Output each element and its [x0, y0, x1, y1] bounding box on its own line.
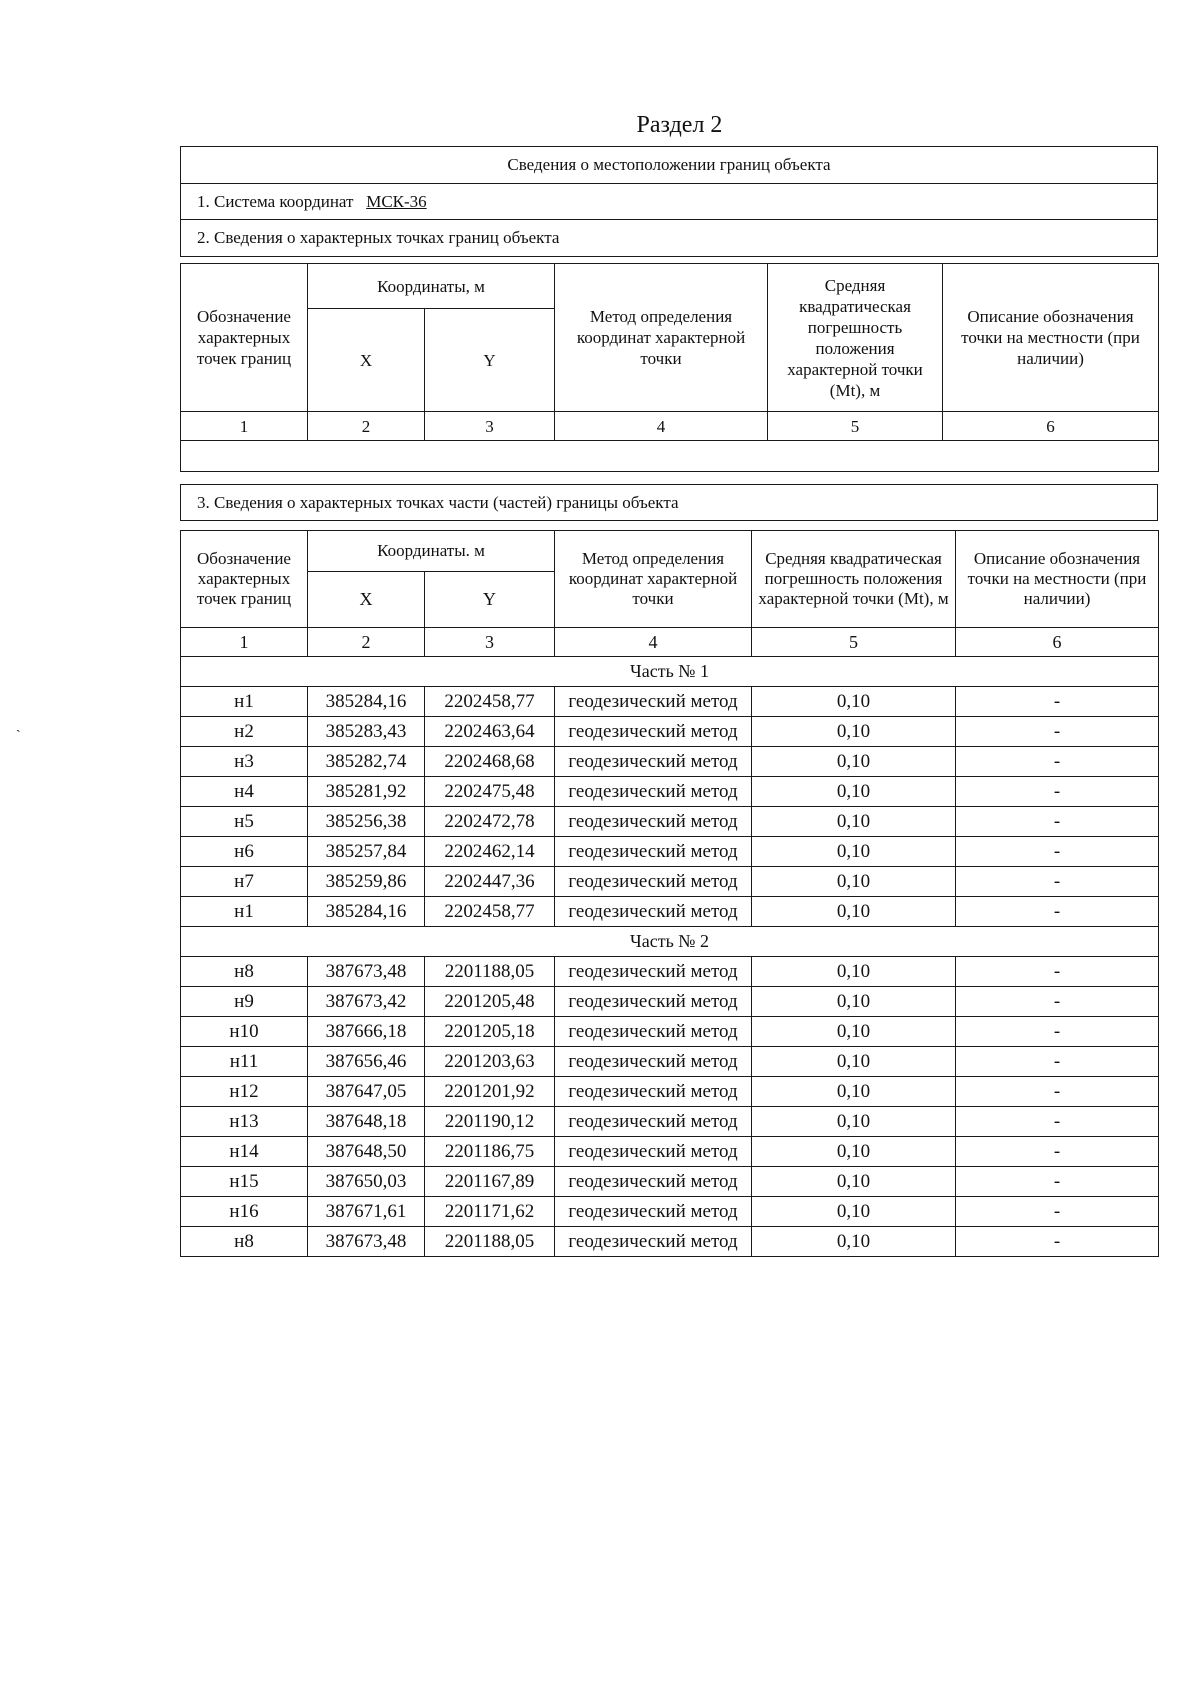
- point-name-cell: н4: [181, 777, 308, 807]
- part-title: Часть № 2: [181, 927, 1159, 957]
- table-row: [181, 897, 1159, 927]
- point-name-cell: н10: [181, 1017, 308, 1047]
- method-cell: геодезический метод: [555, 777, 752, 807]
- header-point-designation: Обозначение характерных точек границ: [181, 264, 308, 412]
- method-cell: геодезический метод: [555, 747, 752, 777]
- description-cell: -: [956, 807, 1159, 837]
- point-name-cell: н15: [181, 1167, 308, 1197]
- method-cell: геодезический метод: [555, 837, 752, 867]
- point-name-cell: н3: [181, 747, 308, 777]
- point-name-cell: н6: [181, 837, 308, 867]
- description-cell: -: [956, 1047, 1159, 1077]
- header-method: Метод определения координат характерной точки: [555, 531, 752, 628]
- point-name-cell: н14: [181, 1137, 308, 1167]
- table-row: [181, 687, 1159, 717]
- table-row: [181, 777, 1159, 807]
- description-cell: -: [956, 1167, 1159, 1197]
- error-value-cell: 0,10: [752, 1167, 956, 1197]
- coord-x-cell: 387650,03: [308, 1167, 425, 1197]
- method-cell: геодезический метод: [555, 1077, 752, 1107]
- header-x: X: [308, 309, 425, 412]
- column-number: 1: [181, 412, 308, 441]
- table-row: [181, 807, 1159, 837]
- error-value-cell: 0,10: [752, 837, 956, 867]
- boundary-points-table: [180, 263, 1159, 472]
- table-row: [181, 837, 1159, 867]
- point-name-cell: н7: [181, 867, 308, 897]
- point-name-cell: н12: [181, 1077, 308, 1107]
- point-name-cell: н5: [181, 807, 308, 837]
- object-info-table: [180, 146, 1158, 257]
- coord-x-cell: 385282,74: [308, 747, 425, 777]
- header-coordinates: Координаты. м: [308, 531, 555, 572]
- error-value-cell: 0,10: [752, 1077, 956, 1107]
- column-number: 2: [308, 412, 425, 441]
- coord-x-cell: 385257,84: [308, 837, 425, 867]
- coord-y-cell: 2202475,48: [425, 777, 555, 807]
- description-cell: -: [956, 897, 1159, 927]
- error-value-cell: 0,10: [752, 687, 956, 717]
- method-cell: геодезический метод: [555, 1137, 752, 1167]
- description-cell: -: [956, 1197, 1159, 1227]
- coord-y-cell: 2201186,75: [425, 1137, 555, 1167]
- coord-y-cell: 2202458,77: [425, 897, 555, 927]
- description-cell: -: [956, 1227, 1159, 1257]
- table-row: [181, 1047, 1159, 1077]
- error-value-cell: 0,10: [752, 1197, 956, 1227]
- coord-x-cell: 385284,16: [308, 687, 425, 717]
- coord-y-cell: 2201201,92: [425, 1077, 555, 1107]
- method-cell: геодезический метод: [555, 1107, 752, 1137]
- coord-x-cell: 385284,16: [308, 897, 425, 927]
- method-cell: геодезический метод: [555, 1227, 752, 1257]
- error-value-cell: 0,10: [752, 897, 956, 927]
- header-description: Описание обозначения точки на местности (при наличии): [943, 264, 1159, 412]
- description-cell: -: [956, 687, 1159, 717]
- description-cell: -: [956, 1017, 1159, 1047]
- part-points-table: [180, 530, 1159, 1257]
- error-value-cell: 0,10: [752, 1047, 956, 1077]
- table-row: [181, 717, 1159, 747]
- point-name-cell: н8: [181, 1227, 308, 1257]
- coord-y-cell: 2202468,68: [425, 747, 555, 777]
- column-number: 4: [555, 412, 768, 441]
- point-name-cell: н13: [181, 1107, 308, 1137]
- method-cell: геодезический метод: [555, 1047, 752, 1077]
- error-value-cell: 0,10: [752, 957, 956, 987]
- table-row: [181, 987, 1159, 1017]
- column-number: 3: [425, 412, 555, 441]
- table-row: [181, 747, 1159, 777]
- coord-y-cell: 2201203,63: [425, 1047, 555, 1077]
- point-name-cell: н2: [181, 717, 308, 747]
- table-row: [181, 1197, 1159, 1227]
- description-cell: -: [956, 867, 1159, 897]
- description-cell: -: [956, 1077, 1159, 1107]
- table-row: [181, 1077, 1159, 1107]
- coord-y-cell: 2202447,36: [425, 867, 555, 897]
- error-value-cell: 0,10: [752, 1107, 956, 1137]
- header-coordinates: Координаты, м: [308, 264, 555, 309]
- method-cell: геодезический метод: [555, 1197, 752, 1227]
- point-name-cell: н1: [181, 897, 308, 927]
- coord-y-cell: 2201205,48: [425, 987, 555, 1017]
- coord-x-cell: 387673,48: [308, 1227, 425, 1257]
- coord-x-cell: 387666,18: [308, 1017, 425, 1047]
- part-header-row: [181, 927, 1159, 957]
- header-description: Описание обозначения точки на местности (при наличии): [956, 531, 1159, 628]
- coord-system-label: 1. Система координат: [197, 191, 354, 211]
- description-cell: -: [956, 837, 1159, 867]
- header-method: Метод определения координат характерной точки: [555, 264, 768, 412]
- method-cell: геодезический метод: [555, 1017, 752, 1047]
- method-cell: геодезический метод: [555, 1167, 752, 1197]
- header-point-designation: Обозначение характерных точек границ: [181, 531, 308, 628]
- header-error: Средняя квадратическая погрешность положения характерной точки (Mt), м: [768, 264, 943, 412]
- coord-x-cell: 385256,38: [308, 807, 425, 837]
- coord-x-cell: 387673,42: [308, 987, 425, 1017]
- method-cell: геодезический метод: [555, 687, 752, 717]
- error-value-cell: 0,10: [752, 1137, 956, 1167]
- description-cell: -: [956, 987, 1159, 1017]
- column-number: 5: [768, 412, 943, 441]
- coord-y-cell: 2202472,78: [425, 807, 555, 837]
- section3-title-box: [180, 484, 1158, 521]
- method-cell: геодезический метод: [555, 957, 752, 987]
- coord-y-cell: 2201205,18: [425, 1017, 555, 1047]
- method-cell: геодезический метод: [555, 867, 752, 897]
- table-row: [181, 1227, 1159, 1257]
- page-title: Раздел 2: [636, 112, 723, 138]
- error-value-cell: 0,10: [752, 777, 956, 807]
- coord-y-cell: 2202462,14: [425, 837, 555, 867]
- column-number: 6: [943, 412, 1159, 441]
- coord-x-cell: 387647,05: [308, 1077, 425, 1107]
- coord-y-cell: 2202463,64: [425, 717, 555, 747]
- method-cell: геодезический метод: [555, 987, 752, 1017]
- coord-y-cell: 2201188,05: [425, 957, 555, 987]
- description-cell: -: [956, 747, 1159, 777]
- column-number: 2: [308, 628, 425, 657]
- table-row: [181, 1167, 1159, 1197]
- point-name-cell: н8: [181, 957, 308, 987]
- header-y: Y: [425, 309, 555, 412]
- error-value-cell: 0,10: [752, 747, 956, 777]
- section2-title: 2. Сведения о характерных точках границ объекта: [181, 220, 1158, 257]
- description-cell: -: [956, 957, 1159, 987]
- section3-title: 3. Сведения о характерных точках части (частей) границы объекта: [181, 485, 1158, 521]
- column-number: 5: [752, 628, 956, 657]
- error-value-cell: 0,10: [752, 987, 956, 1017]
- table-row: [181, 1017, 1159, 1047]
- coord-x-cell: 385259,86: [308, 867, 425, 897]
- table-row: [181, 867, 1159, 897]
- error-value-cell: 0,10: [752, 1227, 956, 1257]
- coord-x-cell: 387648,18: [308, 1107, 425, 1137]
- part-points-body: [181, 657, 1159, 1257]
- scan-mark: ˏ: [16, 718, 21, 733]
- error-value-cell: 0,10: [752, 1017, 956, 1047]
- coord-y-cell: 2201188,05: [425, 1227, 555, 1257]
- column-number: 4: [555, 628, 752, 657]
- coord-x-cell: 387673,48: [308, 957, 425, 987]
- error-value-cell: 0,10: [752, 867, 956, 897]
- coord-x-cell: 385281,92: [308, 777, 425, 807]
- description-cell: -: [956, 777, 1159, 807]
- description-cell: -: [956, 1107, 1159, 1137]
- method-cell: геодезический метод: [555, 717, 752, 747]
- block-header: Сведения о местоположении границ объекта: [181, 147, 1158, 184]
- column-number: 1: [181, 628, 308, 657]
- coord-x-cell: 387648,50: [308, 1137, 425, 1167]
- coord-y-cell: 2201171,62: [425, 1197, 555, 1227]
- point-name-cell: н1: [181, 687, 308, 717]
- description-cell: -: [956, 1137, 1159, 1167]
- point-name-cell: н9: [181, 987, 308, 1017]
- coord-system-value: МСК-36: [366, 191, 427, 211]
- table-row: [181, 1107, 1159, 1137]
- point-name-cell: н11: [181, 1047, 308, 1077]
- coord-y-cell: 2202458,77: [425, 687, 555, 717]
- empty-row: [181, 441, 1159, 472]
- error-value-cell: 0,10: [752, 717, 956, 747]
- coord-system-row: [181, 184, 1158, 220]
- error-value-cell: 0,10: [752, 807, 956, 837]
- part-header-row: [181, 657, 1159, 687]
- description-cell: -: [956, 717, 1159, 747]
- coord-x-cell: 385283,43: [308, 717, 425, 747]
- coord-x-cell: 387671,61: [308, 1197, 425, 1227]
- column-number: 3: [425, 628, 555, 657]
- method-cell: геодезический метод: [555, 897, 752, 927]
- point-name-cell: н16: [181, 1197, 308, 1227]
- column-number: 6: [956, 628, 1159, 657]
- table-row: [181, 957, 1159, 987]
- coord-y-cell: 2201190,12: [425, 1107, 555, 1137]
- coord-y-cell: 2201167,89: [425, 1167, 555, 1197]
- part-title: Часть № 1: [181, 657, 1159, 687]
- header-x: X: [308, 572, 425, 628]
- header-y: Y: [425, 572, 555, 628]
- coord-x-cell: 387656,46: [308, 1047, 425, 1077]
- header-error: Средняя квадратическая погрешность положения характерной точки (Mt), м: [752, 531, 956, 628]
- table-row: [181, 1137, 1159, 1167]
- method-cell: геодезический метод: [555, 807, 752, 837]
